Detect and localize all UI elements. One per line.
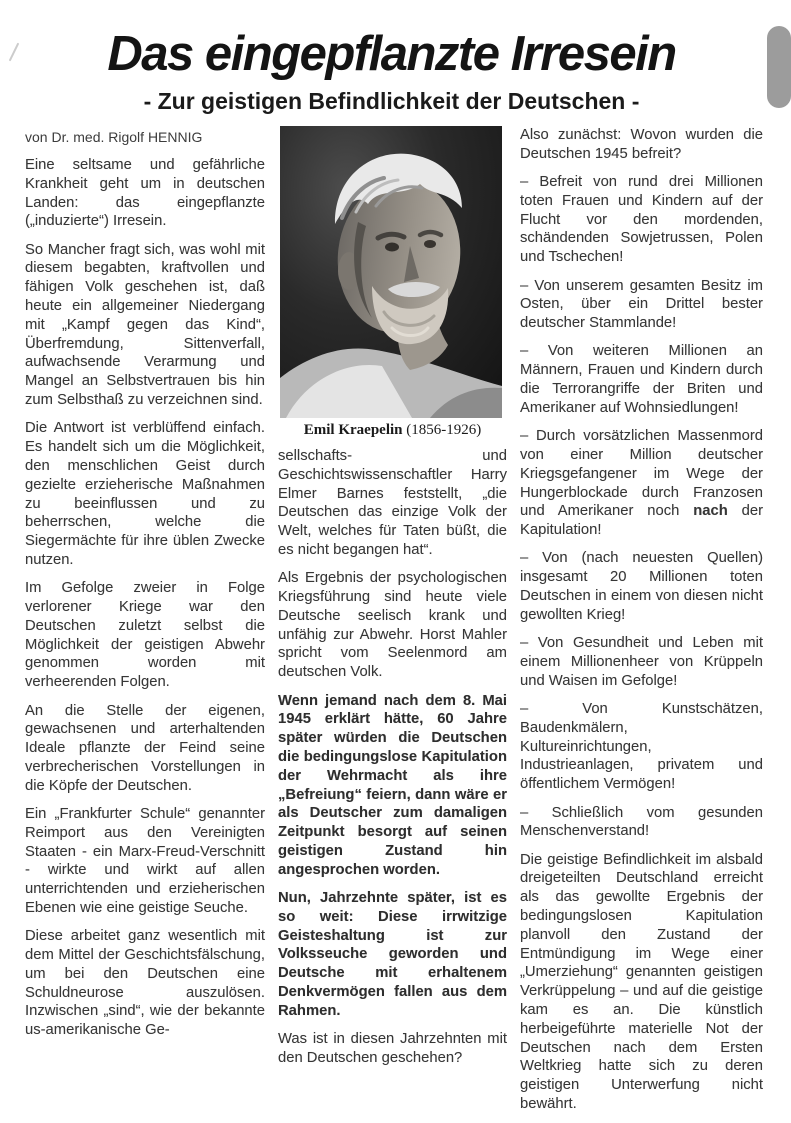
column-left (25, 126, 265, 1123)
column-right (520, 126, 763, 1123)
paragraph: – Von weiteren Millionen an Männern, Frauen und Kindern durch die Terrorangriffe der Briten und Amerikaner auf Wohnsiedlungen! (520, 343, 763, 416)
paragraph: Nun, Jahrzehnte später, ist es so weit: Diese irrwitzige Geisteshaltung ist zur Volksseuche geworden und Deutsche mit erhaltenem Denkvermögen fallen aus dem Rahmen. (278, 890, 507, 1019)
paragraph: So Mancher fragt sich, was wohl mit diesem begabten, kraftvollen und fähigen Volk geschehen ist, daß heute ein allgemeiner Niedergang mit „Kampf gegen das Kind“, Überfremdung, Sittenverfall, aufwachsende Verarmung und Mangel an Selbstvertrauen bis hin zum Selbsthaß zu verzeichnen sind. (25, 241, 265, 409)
paragraph: Im Gefolge zweier in Folge verlorener Kriege war den Deutschen zuletzt selbst die Möglichkeit der geistigen Abwehr genommen worden mit verheerenden Folgen. (25, 580, 265, 691)
paragraph: Als Ergebnis der psychologischen Kriegsführung sind heute viele Deutsche seelisch krank und unfähig zur Abwehr. Horst Mahler spricht vom Seelenmord am deutschen Volk. (278, 570, 507, 681)
paragraph: – Schließlich vom gesunden Menschenverstand! (520, 804, 763, 840)
portrait-photo (280, 126, 502, 418)
three-column-body (0, 114, 783, 1123)
paragraph: – Von unserem gesamten Besitz im Osten, über ein Drittel bester deutscher Stammlande! (520, 277, 763, 332)
paragraph: – Von (nach neuesten Quellen) insgesamt 20 Millionen toten Deutschen in einem von diesen nicht gewollten Krieg! (520, 550, 763, 623)
byline: von Dr. med. Rigolf HENNIG (25, 129, 203, 145)
photo-figure (280, 126, 505, 439)
paragraph: – Von Gesundheit und Leben mit einem Millionenheer von Krüppeln und Waisen im Gefolge! (520, 635, 763, 689)
paragraph: – Durch vorsätzlichen Massenmord von einer Million deutscher Kriegsgefangener im Wege der Hungerblockade durch Franzosen und Amerikaner noch nach der Kapitulation! (520, 428, 763, 539)
paragraph: An die Stelle der eigenen, gewachsenen und arterhaltenden Ideale pflanzte der Feind seine verbrecherischen Vorstellungen in die Köpfe der Deutschen. (25, 702, 265, 794)
photo-caption (280, 422, 505, 439)
paragraph: – Von Kunstschätzen, Baudenkmälern, Kultureinrichtungen, Industrieanlagen, privatem und öffentlichem Vermögen! (520, 701, 763, 793)
paragraph: sellschafts- und Geschichtswissenschaftler Harry Elmer Barnes feststellt, „die Deutschen das einzige Volk der Welt, welches für Taten büßt, die es nicht begangen hat“. (278, 448, 507, 558)
paragraph: Die Antwort ist verblüffend einfach. Es handelt sich um die Möglichkeit, den menschlichen Geist durch gezielte erzieherische Maßnahmen zu beeinflussen und zu beherrschen, welche die Siegermächte für ihre üblen Zwecke nutzen. (25, 420, 265, 568)
photo-caption-years: (1856-1926) (402, 422, 482, 438)
scrollbar-thumb[interactable] (767, 26, 791, 108)
paragraph: Also zunächst: Wovon wurden die Deutschen 1945 befreit? (520, 127, 763, 162)
page-subtitle: - Zur geistigen Befindlichkeit der Deutschen - (143, 88, 640, 114)
page-title: Das eingepflanzte Irresein (107, 27, 676, 81)
document-header (0, 0, 783, 114)
paragraph: – Befreit von rund drei Millionen toten Frauen und Kindern auf der Flucht vor den mordenden, schändenden Sowjetrussen, Polen und Tschechen! (520, 174, 763, 266)
emphasized-word: nach (693, 503, 728, 520)
paragraph: Was ist in diesen Jahrzehnten mit den Deutschen geschehen? (278, 1031, 507, 1066)
paragraph: Diese arbeitet ganz wesentlich mit dem Mittel der Geschichtsfälschung, um bei den Deutschen eine Schuldneurose auszulösen. Inzwischen „sind“, wie der bekannte us-amerikanische Ge- (25, 928, 265, 1039)
column-middle (278, 126, 507, 1123)
photo-caption-name: Emil Kraepelin (303, 422, 403, 438)
paragraph: Wenn jemand nach dem 8. Mai 1945 erklärt hätte, 60 Jahre später würden die Deutschen die bedingungslose Kapitulation der Wehrmacht als ihre „Befreiung“ feiern, dann wäre er als Deutscher zum damaligen Zeitpunkt besorgt auf seinen geistigen Zustand hin angesprochen worden. (278, 692, 507, 878)
paragraph: Ein „Frankfurter Schule“ genannter Reimport aus den Vereinigten Staaten - ein Marx-Freud-Verschnitt - wirkte und wirkt auf allen unterrichtenden und erzieherischen Ebenen wie eine geistige Seuche. (25, 806, 265, 916)
paragraph: Eine seltsame und gefährliche Krankheit geht um in deutschen Landen: das eingepflanzte („induzierte“) Irresein. (25, 157, 265, 230)
paragraph: Die geistige Befindlichkeit im alsbald dreigeteilten Deutschland erreicht als das gewollte Ergebnis der bedingungslosen Kapitulation planvoll den Zustand der Entmündigung im Wege einer „Umerziehung“ genannten geistigen Verkrüppelung – und auf die geistige kam es an. Die künstlich herbeigeführte materielle Not der Deutschen nach dem Ersten Weltkrieg hatte sich zu deren geistigen Unterwerfung nicht bewährt. (520, 851, 763, 1112)
